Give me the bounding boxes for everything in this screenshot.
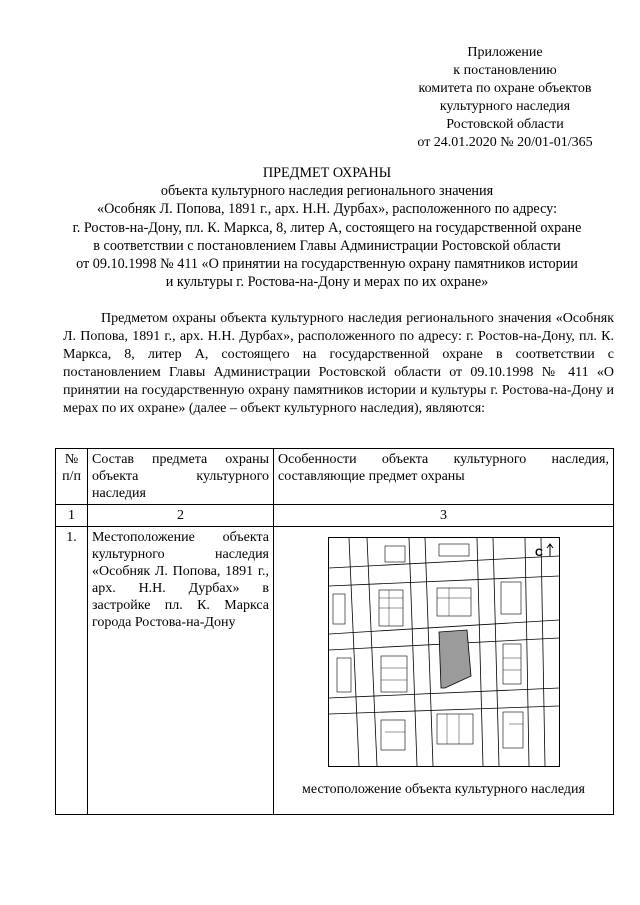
appendix-line: Ростовской области xyxy=(446,117,564,132)
appendix-line: культурного наследия xyxy=(439,99,571,114)
table-header-row xyxy=(56,449,614,505)
row-composition: Местоположение объекта культурного наследия «Особняк Л. Попова, 1891 г., арх. Н.Н. Дурбах» в застройке пл. К. Маркса города Ростова-на-Дону xyxy=(88,527,274,815)
appendix-line: Приложение xyxy=(467,45,543,60)
title-line: от 09.10.1998 № 411 «О принятии на государственную охрану памятников истории xyxy=(76,256,578,273)
table-column-number-row xyxy=(56,505,614,527)
protection-table xyxy=(55,448,614,815)
row-number: 1. xyxy=(56,527,88,815)
appendix-line: от 24.01.2020 № 20/01-01/365 xyxy=(417,135,593,150)
title-line: объекта культурного наследия регионального значения xyxy=(160,183,494,200)
column-number: 2 xyxy=(88,505,274,527)
title-heading: ПРЕДМЕТ ОХРАНЫ xyxy=(262,165,392,181)
map-north-label: С xyxy=(534,547,543,559)
appendix-line: к постановлению xyxy=(453,63,557,78)
title-line: «Особняк Л. Попова, 1891 г., арх. Н.Н. Дурбах», расположенного по адресу: xyxy=(96,201,558,218)
header-features: Особенности объекта культурного наследия, составляющие предмет охраны xyxy=(274,449,614,505)
intro-text: Предметом охраны объекта культурного наследия регионального значения «Особняк Л. Попова, 1891 г., арх. Н.Н. Дурбах», расположенного по адресу: г. Ростов-на-Дону, пл. К. Маркса, 8, литер А, состоящего на государственной охране в соответствии с постановлением Главы Администрации Ростовской области от 09.10.1998 № 411 «О принятии на государственную охрану памятников истории и культуры г. Ростова-на-Дону и мерах по их охране» (далее – объект культурного наследия), являются: xyxy=(63,311,614,416)
title-line: г. Ростов-на-Дону, пл. К. Маркса, 8, литер А, состоящего на государственной охране xyxy=(72,219,582,236)
intro-paragraph xyxy=(63,310,614,418)
column-number: 3 xyxy=(274,505,614,527)
header-number: № п/п xyxy=(56,449,88,505)
appendix-line: комитета по охране объектов xyxy=(418,81,592,96)
row-features xyxy=(274,527,614,815)
location-map-image xyxy=(328,537,560,767)
column-number: 1 xyxy=(56,505,88,527)
map-caption: местоположение объекта культурного наследия xyxy=(302,782,585,797)
table-row xyxy=(56,527,614,815)
object-footprint xyxy=(439,630,471,688)
title-line: и культуры г. Ростова-на-Дону и мерах по их охране» xyxy=(165,274,489,291)
north-arrow-icon xyxy=(547,544,553,556)
appendix-block xyxy=(400,44,610,152)
header-composition: Состав предмета охраны объекта культурного наследия xyxy=(88,449,274,505)
title-line: в соответствии с постановлением Главы Администрации Ростовской области xyxy=(93,237,561,254)
document-title xyxy=(40,164,614,291)
